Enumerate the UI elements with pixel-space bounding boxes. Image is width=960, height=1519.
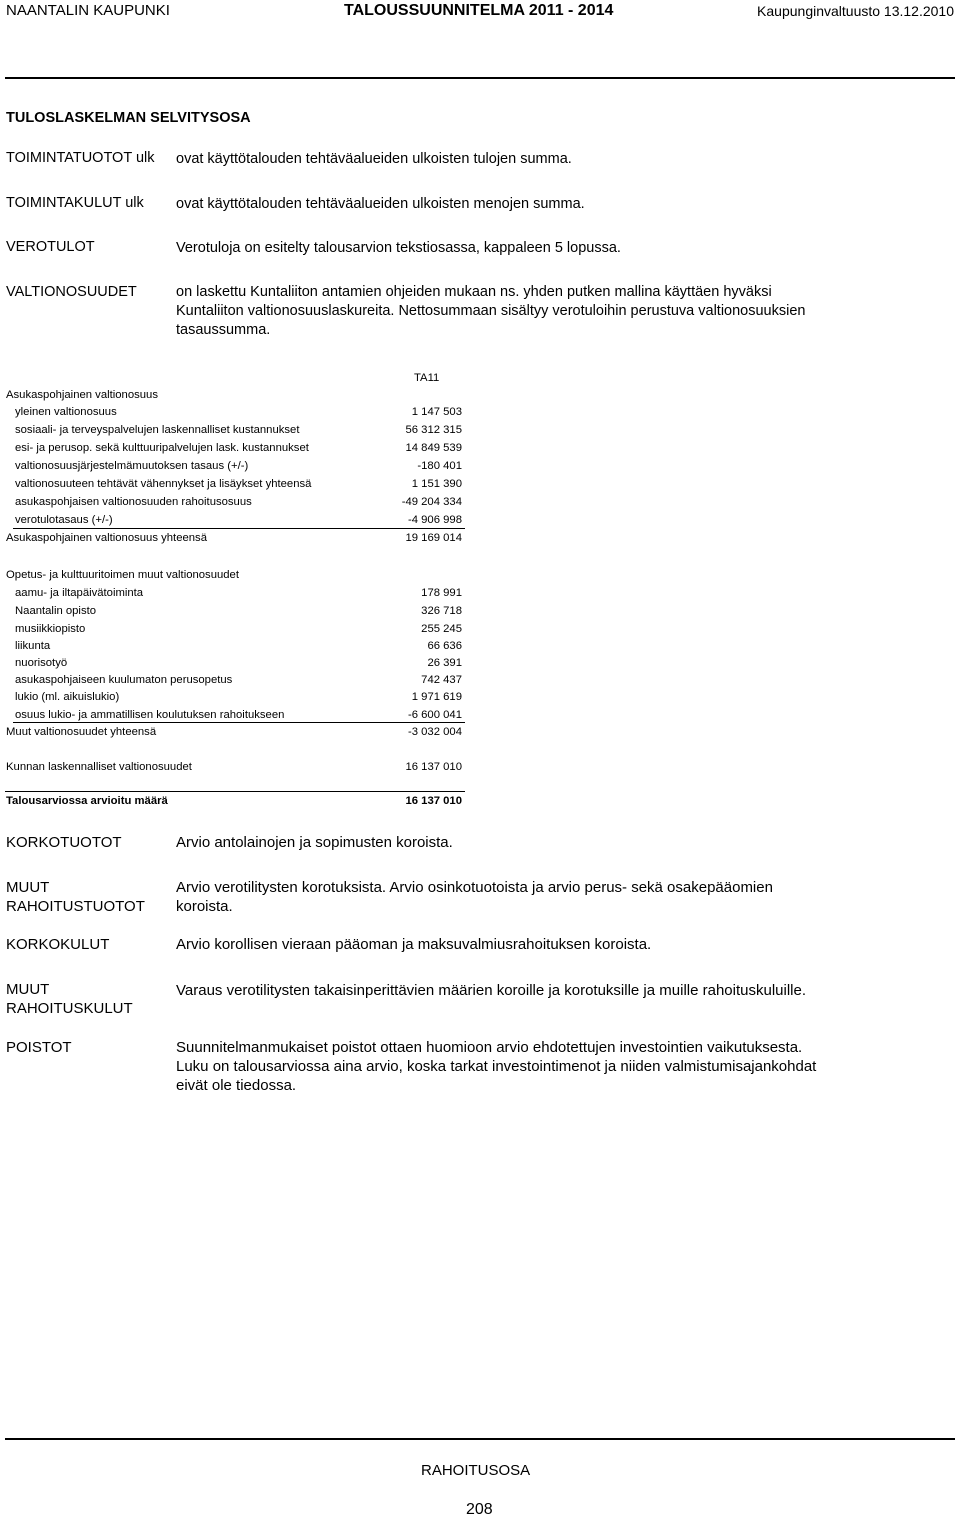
definition-text: on laskettu Kuntaliiton antamien ohjeiden mukaan ns. yhden putken mallina käyttäen hyväksi Kuntaliiton valtionosuuslaskureita. Nettosummaan sisältyy verotuloihin perustuva valtionosuuksien tasaussumma. (176, 284, 806, 338)
table-row-label: Muut valtionosuudet yhteensä (6, 726, 157, 738)
definition-term: VALTIONOSUUDET (6, 284, 137, 300)
table-row-value: -180 401 (417, 460, 462, 472)
table-row-label: lukio (ml. aikuislukio) (15, 691, 120, 703)
table-row-label: musiikkiopisto (15, 623, 86, 635)
page-number: 208 (466, 1501, 493, 1518)
table-row-label: osuus lukio- ja ammatillisen koulutuksen rahoitukseen (15, 709, 285, 721)
definition-term: TOIMINTATUOTOT ulk (6, 150, 155, 166)
table-row-value: 16 137 010 (405, 795, 462, 807)
table-row-value: 255 245 (421, 623, 462, 635)
footer-rule (5, 1438, 955, 1440)
financial-text: Arvio verotilitysten korotuksista. Arvio osinkotuotoista ja arvio perus- sekä osakepääomien koroista. (176, 879, 773, 915)
table-row-label: asukaspohjaiseen kuulumaton perusopetus (15, 674, 233, 686)
financial-text: Arvio antolainojen ja sopimusten koroista. (176, 834, 453, 851)
header-right: Kaupunginvaltuusto 13.12.2010 (757, 3, 954, 19)
table-row-value: 66 636 (427, 640, 462, 652)
table-row-value: -49 204 334 (401, 496, 462, 508)
table-row-label: Asukaspohjainen valtionosuus (6, 389, 158, 401)
header-left: NAANTALIN KAUPUNKI (6, 2, 170, 19)
financial-term: MUUT RAHOITUSKULUT (6, 981, 133, 1017)
table-row-value: 742 437 (421, 674, 462, 686)
financial-text: Varaus verotilitysten takaisinperittävien määrien koroille ja korotuksille ja muille rahoituskuluille. (176, 982, 807, 999)
table-row-value: 26 391 (427, 657, 462, 669)
table-row-label: verotulotasaus (+/-) (15, 514, 113, 526)
table-row-label: valtionosuusjärjestelmämuutoksen tasaus (+/-) (15, 460, 249, 472)
table-row-value: 14 849 539 (405, 442, 462, 454)
table-row-value: 178 991 (421, 587, 462, 599)
header-rule (5, 77, 955, 79)
table-row-value: 1 971 619 (411, 691, 462, 703)
subtotal-rule (13, 528, 465, 529)
definition-term: TOIMINTAKULUT ulk (6, 195, 144, 211)
financial-term: POISTOT (6, 1039, 72, 1056)
definition-text: ovat käyttötalouden tehtäväalueiden ulkoisten tulojen summa. (176, 151, 572, 167)
table-row-label: Asukaspohjainen valtionosuus yhteensä (6, 532, 207, 544)
table-row-label: Talousarviossa arvioitu määrä (6, 795, 168, 807)
table-row-value: 56 312 315 (405, 424, 462, 436)
financial-term: MUUT RAHOITUSTUOTOT (6, 879, 145, 915)
table-row-label: Naantalin opisto (15, 605, 97, 617)
table-row-value: 1 151 390 (411, 478, 462, 490)
table-row-label: asukaspohjaisen valtionosuuden rahoitusosuus (15, 496, 252, 508)
table-row-label: liikunta (15, 640, 51, 652)
table-row-value: -3 032 004 (407, 726, 462, 738)
table-row-value: -6 600 041 (407, 709, 462, 721)
financial-term: KORKOKULUT (6, 936, 110, 953)
table-row-label: nuorisotyö (15, 657, 68, 669)
financial-text: Arvio korollisen vieraan pääoman ja maksuvalmiusrahoituksen koroista. (176, 936, 652, 953)
table-row-value: 19 169 014 (405, 532, 462, 544)
table-row-label: Kunnan laskennalliset valtionosuudet (6, 761, 192, 773)
footer-section: RAHOITUSOSA (421, 1462, 531, 1479)
total-rule (5, 791, 465, 792)
definition-text: ovat käyttötalouden tehtäväalueiden ulkoisten menojen summa. (176, 196, 585, 212)
table-column-header: TA11 (414, 372, 440, 384)
section-title: TULOSLASKELMAN SELVITYSOSA (6, 110, 251, 126)
table-row-value: 16 137 010 (405, 761, 462, 773)
table-row-value: 326 718 (421, 605, 462, 617)
table-row-label: sosiaali- ja terveyspalvelujen laskennalliset kustannukset (15, 424, 300, 436)
table-row-label: valtionosuuteen tehtävät vähennykset ja lisäykset yhteensä (15, 478, 312, 490)
table-row-label: yleinen valtionosuus (15, 406, 117, 418)
definition-term: VEROTULOT (6, 239, 95, 255)
table-row-value: 1 147 503 (411, 406, 462, 418)
table-row-label: esi- ja perusop. sekä kulttuuripalvelujen lask. kustannukset (15, 442, 309, 454)
table-row-value: -4 906 998 (407, 514, 462, 526)
table-row-label: aamu- ja iltapäivätoiminta (15, 587, 144, 599)
financial-term: KORKOTUOTOT (6, 834, 122, 851)
table-row-label: Opetus- ja kulttuuritoimen muut valtionosuudet (6, 569, 239, 581)
financial-text: Suunnitelmanmukaiset poistot ottaen huomioon arvio ehdotettujen investointien vaikutuksesta. Luku on talousarviossa aina arvio, koska tarkat investointimenot ja niiden valmistumisajankohdat eivät ole tiedossa. (176, 1039, 817, 1094)
definition-text: Verotuloja on esitelty talousarvion tekstiosassa, kappaleen 5 lopussa. (176, 240, 621, 256)
header-center: TALOUSSUUNNITELMA 2011 - 2014 (344, 2, 614, 19)
subtotal-rule (13, 722, 465, 723)
